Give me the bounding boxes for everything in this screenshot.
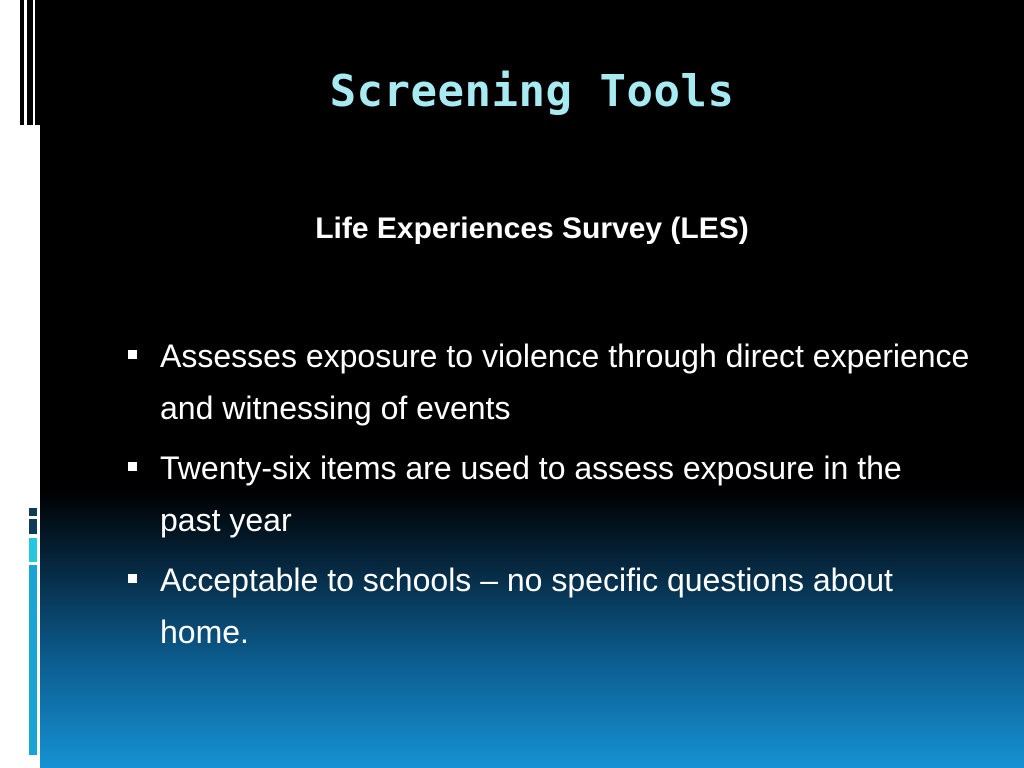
bullet-list <box>120 330 970 666</box>
bullet-item <box>120 442 970 546</box>
slide-subtitle: Life Experiences Survey (LES) <box>315 212 749 245</box>
square-bullet-icon <box>128 574 137 583</box>
left-decorative-strip <box>0 0 40 768</box>
bullet-text: Acceptable to schools – no specific questions about home. <box>160 562 893 650</box>
bullet-item <box>120 554 970 658</box>
bullet-text: Twenty-six items are used to assess exposure in the past year <box>160 450 902 538</box>
decor-square-2 <box>29 519 37 534</box>
square-bullet-icon <box>128 462 137 471</box>
square-bullet-icon <box>128 350 137 359</box>
decor-square-1 <box>29 508 37 516</box>
decor-square-3 <box>29 538 37 562</box>
decor-bar-top-2 <box>27 0 33 125</box>
slide-title: Screening Tools <box>329 66 735 117</box>
bullet-item <box>120 330 970 434</box>
decor-bar-top-1 <box>20 0 24 125</box>
bullet-text: Assesses exposure to violence through direct experience and witnessing of events <box>160 338 970 426</box>
decor-bar-bottom <box>29 565 37 755</box>
